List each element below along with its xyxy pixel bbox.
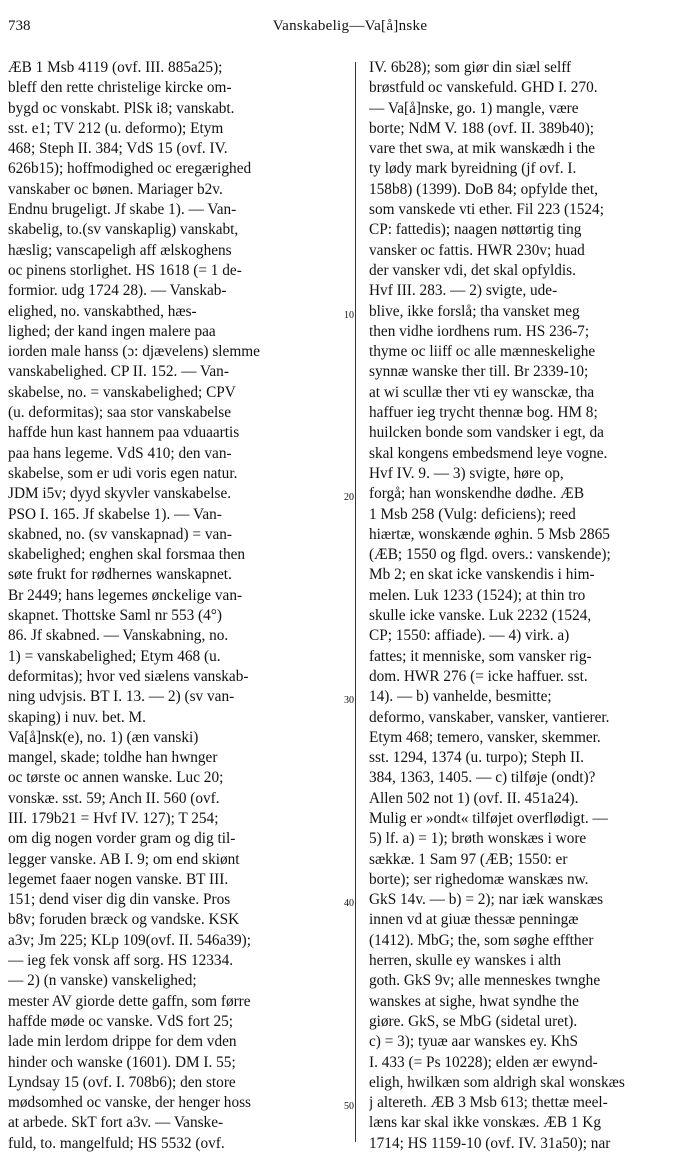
text-line: Etym 468; temero, vansker, skemmer. — [369, 728, 601, 746]
text-line: hinder och wanske (1601). DM I. 55; — [8, 1053, 236, 1071]
text-line: — ieg fek vonsk aff sorg. HS 12334. — [8, 952, 234, 970]
text-line: der vansker vdi, det skal opfyldis. — [369, 261, 576, 279]
text-line: 5) lf. a) = 1); brøth wonskæs i wore — [369, 830, 587, 848]
text-line: skabned, no. (sv vanskapnad) = van- — [8, 525, 233, 543]
page-number: 738 — [8, 18, 31, 34]
text-line: 384, 1363, 1405. — c) tilføje (ondt)? — [369, 769, 596, 787]
text-line: a3v; Jm 225; KLp 109(ovf. II. 546a39); — [8, 931, 252, 949]
text-line: wanskes at sighe, hwat syndhe the — [369, 992, 579, 1010]
text-line: innen vd at giuæ thessæ penningæ — [369, 911, 579, 929]
text-line: III. 179b21 = Hvf IV. 127); T 254; — [8, 809, 219, 827]
text-line: vansker oc fattis. HWR 230v; huad — [369, 241, 585, 259]
text-line: legger vanske. AB I. 9; om end skiønt — [8, 850, 240, 868]
text-line: borte); ser righedomæ wanskæs nw. — [369, 870, 589, 888]
line-number: 10 — [344, 309, 354, 321]
text-line: GkS 14v. — b) = 2); nar iæk wanskæs — [369, 891, 604, 909]
text-line: bleff den rette christelige kircke om- — [8, 79, 232, 97]
text-line: eligh, hwilkæn som aldrigh skal wonskæs — [369, 1073, 625, 1091]
text-line: lighed; der kand ingen malere paa — [8, 322, 216, 340]
text-line: formior. udg 1724 28). — Vanskab- — [8, 282, 227, 300]
text-line: then vidhe iordhens rum. HS 236-7; — [369, 322, 590, 340]
text-line: 151; dend viser dig din vanske. Pros — [8, 891, 231, 909]
line-number: 40 — [344, 898, 354, 910]
text-line: huilcken bonde som vandsker i egt, da — [369, 424, 604, 442]
text-line: synnæ wanske ther till. Br 2339-10; — [369, 363, 589, 381]
text-line: CP; 1550: affiade). — 4) virk. a) — [369, 627, 570, 645]
text-line: ty lødy mark byreidning (jf ovf. I. — [369, 160, 577, 178]
text-line: Endnu brugeligt. Jf skabe 1). — Van- — [8, 201, 237, 219]
text-line: Mulig er »ondt« tilføjet overflødigt. — — [369, 809, 608, 827]
text-line: skabelse, som er udi voris egen natur. — [8, 464, 238, 482]
text-line: vonskæ. sst. 59; Anch II. 560 (ovf. — [8, 789, 220, 807]
text-line: fattes; it menniske, som vansker rig- — [369, 647, 592, 665]
text-line: melen. Luk 1233 (1524); at thin tro — [369, 586, 586, 604]
left-column — [8, 58, 345, 1154]
text-line: skapnet. Thottske Saml nr 553 (4°) — [8, 607, 223, 625]
right-column — [369, 58, 696, 1154]
text-line: ÆB 1 Msb 4119 (ovf. III. 885a25); — [8, 59, 223, 76]
text-line: IV. 6b28); som giør din siæl selff — [369, 59, 572, 76]
line-number: 50 — [344, 1101, 354, 1113]
text-line: herren, skulle ey wanskes i alth — [369, 952, 562, 970]
column-divider — [355, 62, 356, 1142]
text-line: PSO I. 165. Jf skabelse 1). — Van- — [8, 505, 222, 523]
text-line: dom. HWR 276 (= icke haffuer. sst. — [369, 667, 588, 685]
text-line: skal kongens embedsmend leye vogne. — [369, 444, 608, 462]
text-line: I. 433 (= Ps 10228); elden ær ewynd- — [369, 1053, 598, 1071]
text-line: JDM i5v; dyyd skyvler vanskabelse. — [8, 485, 232, 503]
text-line: — 2) (n vanske) vanskelighed; — [8, 972, 197, 990]
text-line: skabelighed; enghen skal forsmaa then — [8, 546, 246, 564]
text-line: mester AV giorde dette gaffn, som førre — [8, 992, 251, 1010]
text-line: skulle icke vanske. Luk 2232 (1524, — [369, 607, 592, 625]
text-line: ning udvjsis. BT I. 13. — 2) (sv van- — [8, 688, 235, 706]
text-line: søte frukt for rødhernes wanskapnet. — [8, 566, 232, 584]
line-number: 20 — [344, 492, 354, 504]
text-line: 14). — b) vanhelde, besmitte; — [369, 688, 552, 706]
text-line: vanskabelighed. CP II. 152. — Van- — [8, 363, 229, 381]
text-line: iorden male hanss (ɔ: djævelens) slemme — [8, 343, 260, 361]
text-line: skabelig, to.(sv vanskaplig) vanskabt, — [8, 221, 239, 239]
text-line: Hvf IV. 9. — 3) svigte, høre op, — [369, 464, 564, 482]
text-line: c) = 3); tyuæ aar wanskes ey. KhS — [369, 1033, 578, 1051]
text-line: at arbede. SkT fort a3v. — Vanske- — [8, 1114, 224, 1132]
text-line: forgå; han wonskendhe dødhe. ÆB — [369, 485, 585, 503]
text-line: Allen 502 not 1) (ovf. II. 451a24). — [369, 789, 579, 807]
text-line: (ÆB; 1550 og flgd. overs.: vanskende); — [369, 546, 611, 564]
text-line: brøstfuld oc vanskefuld. GHD I. 270. — [369, 79, 598, 97]
text-line: bygd oc vonskabt. PlSk i8; vanskabt. — [8, 99, 235, 117]
text-line: hæslig; vanscapeligh aff ælskoghens — [8, 241, 232, 259]
text-line: at wi scullæ ther vti ey wansckæ, tha — [369, 383, 595, 401]
text-line: Hvf III. 283. — 2) svigte, ude- — [369, 282, 558, 300]
text-line: giøre. GkS, se MbG (sidetal uret). — [369, 1012, 578, 1030]
text-line: thyme oc liiff oc alle mænneskelighe — [369, 343, 596, 361]
text-line: mangel, skade; toldhe han hwnger — [8, 749, 218, 767]
text-line: oc tørste oc annen wanske. Luc 20; — [8, 769, 224, 787]
text-line: Br 2449; hans legemes ønckelige van- — [8, 586, 243, 604]
text-line: om dig nogen vorder gram og dig til- — [8, 830, 236, 848]
text-line: b8v; foruden bræck og vandske. KSK — [8, 911, 240, 929]
line-number: 30 — [344, 695, 354, 707]
text-line: haffuer ieg trycht thennæ bog. HM 8; — [369, 404, 598, 422]
text-line: (1412). MbG; the, som søghe effther — [369, 931, 594, 949]
text-line: deformitas); hvor ved siælens vanskab- — [8, 667, 249, 685]
text-line: sst. 1294, 1374 (u. turpo); Steph II. — [369, 749, 584, 767]
text-line: j altereth. ÆB 3 Msb 613; thettæ meel- — [369, 1094, 608, 1112]
text-line: CP: fattedis); naagen nøttørtig ting — [369, 221, 582, 239]
text-line: hiærtæ, wonskænde øghin. 5 Msb 2865 — [369, 525, 610, 543]
text-line: 468; Steph II. 384; VdS 15 (ovf. IV. — [8, 140, 228, 158]
text-line: legemet faaer nogen vanske. BT III. — [8, 870, 229, 888]
text-line: elighed, no. vanskabthed, hæs- — [8, 302, 197, 320]
text-line: (u. deformitas); saa stor vanskabelse — [8, 404, 232, 422]
text-line: Va[å]nsk(e), no. 1) (æn vanski) — [8, 728, 199, 746]
text-line: haffde hun kast hannem paa vduaartis — [8, 424, 240, 442]
text-line: vanskaber oc bønen. Mariager b2v. — [8, 180, 223, 198]
text-line: vare thet swa, at mik wanskædh i the — [369, 140, 596, 158]
text-line: blive, ikke forslå; tha vansket meg — [369, 302, 580, 320]
text-line: skaping) i nuv. bet. M. — [8, 708, 146, 726]
text-line: 1714; HS 1159-10 (ovf. IV. 31a50); nar — [369, 1134, 611, 1152]
text-line: læns kar skal ikke vonskæs. ÆB 1 Kg — [369, 1114, 602, 1132]
text-line: 86. Jf skabned. — Vanskabning, no. — [8, 627, 229, 645]
text-line: 626b15); hoffmodighed oc eregærighed — [8, 160, 252, 178]
text-line: 1) = vanskabelighed; Etym 468 (u. — [8, 647, 221, 665]
text-line: paa hans legeme. VdS 410; den van- — [8, 444, 232, 462]
running-title: Vanskabelig—Va[å]nske — [272, 18, 428, 34]
text-line: deformo, vanskaber, vansker, vantierer. — [369, 708, 610, 726]
text-line: 158b8) (1399). DoB 84; opfylde thet, — [369, 180, 598, 198]
text-line: fuld, to. mangelfuld; HS 5532 (ovf. — [8, 1134, 225, 1152]
text-line: borte; NdM V. 188 (ovf. II. 389b40); — [369, 119, 595, 137]
text-line: Mb 2; en skat icke vanskendis i him- — [369, 566, 595, 584]
text-line: 1 Msb 258 (Vulg: deficiens); reed — [369, 505, 576, 523]
text-line: haffde møde oc vanske. VdS fort 25; — [8, 1012, 234, 1030]
text-line: — Va[å]nske, go. 1) mangle, være — [369, 99, 579, 117]
text-line: Lyndsay 15 (ovf. I. 708b6); den store — [8, 1073, 236, 1091]
text-line: mødsomhed oc vanske, der henger hoss — [8, 1094, 251, 1112]
text-line: skabelse, no. = vanskabelighed; CPV — [8, 383, 236, 401]
text-line: oc pinens storlighet. HS 1618 (= 1 de- — [8, 261, 242, 279]
text-line: lade min lerdom drippe for dem vden — [8, 1033, 237, 1051]
text-line: som vanskede vti ether. Fil 223 (1524; — [369, 201, 604, 219]
page-header — [8, 18, 692, 42]
text-line: goth. GkS 9v; alle menneskes twnghe — [369, 972, 601, 990]
text-line: sækkæ. 1 Sam 97 (ÆB; 1550: er — [369, 850, 568, 868]
text-line: sst. e1; TV 212 (u. deformo); Etym — [8, 119, 224, 137]
